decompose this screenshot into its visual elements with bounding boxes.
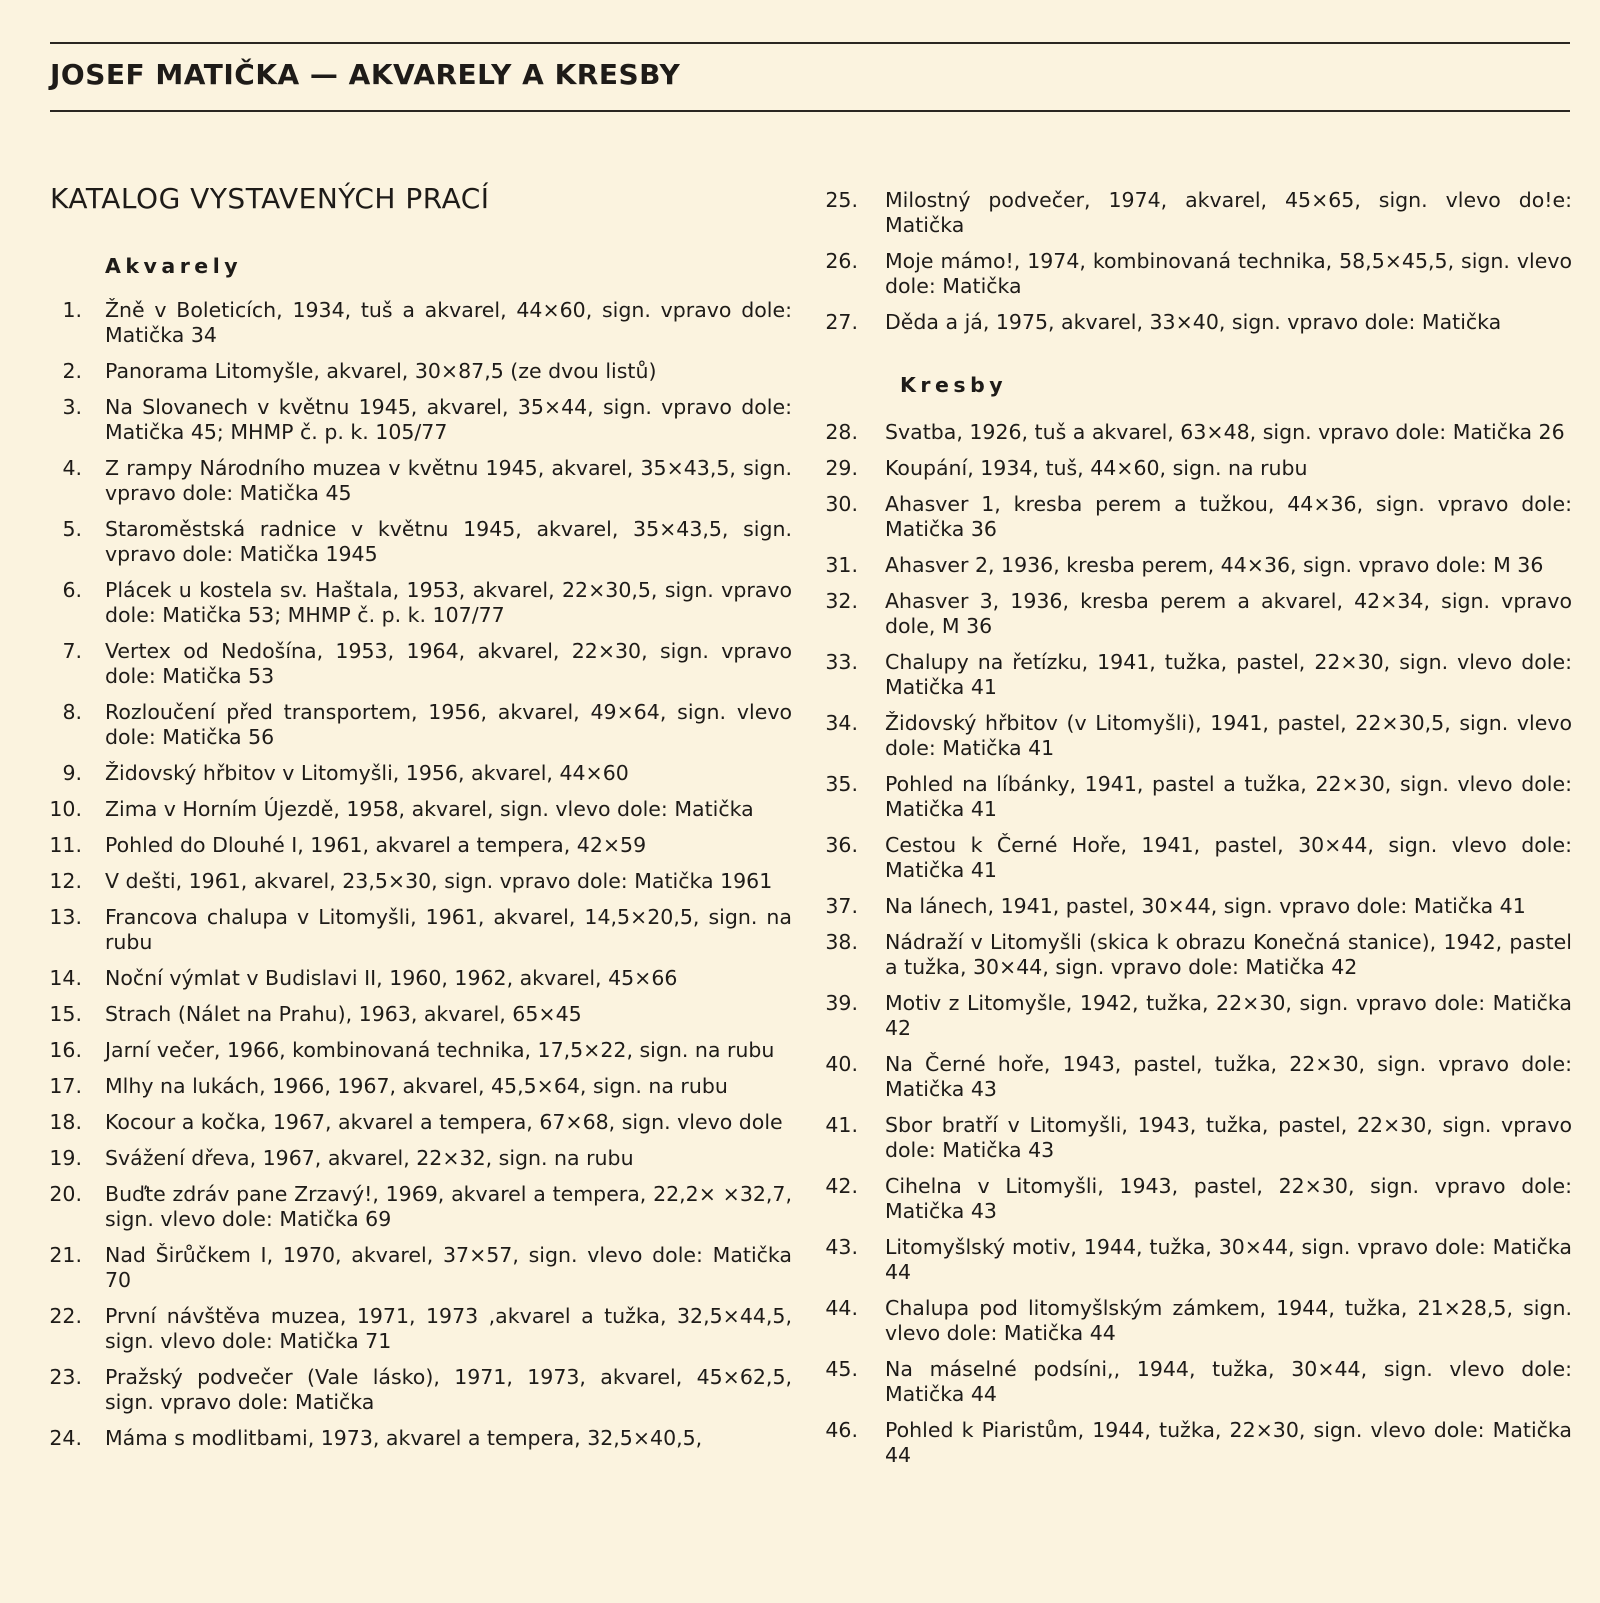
catalog-entry (825, 833, 1572, 883)
entry-text: Jarní večer, 1966, kombinovaná technika, 17,5×22, sign. na rubu (105, 1038, 775, 1062)
catalog-entry (825, 1174, 1572, 1224)
entry-number: 12. (49, 869, 82, 893)
catalog-entry (825, 420, 1572, 445)
entry-text: Litomyšlský motiv, 1944, tužka, 30×44, sign. vpravo dole: Matička 44 (885, 1235, 1572, 1284)
catalog-entry (48, 1074, 792, 1099)
entry-number: 35. (825, 772, 858, 796)
catalog-entry (48, 1365, 792, 1415)
entry-number: 46. (825, 1418, 858, 1442)
catalog-entry (48, 1243, 792, 1293)
entry-number: 29. (825, 456, 858, 480)
entry-number: 20. (49, 1182, 82, 1206)
catalog-entry (48, 761, 792, 786)
entry-text: Na lánech, 1941, pastel, 30×44, sign. vpravo dole: Matička 41 (885, 894, 1526, 918)
entry-text: Žně v Boleticích, 1934, tuš a akvarel, 44×60, sign. vpravo dole: Matička 34 (105, 298, 792, 347)
entry-number: 40. (825, 1052, 858, 1076)
entry-text: Z rampy Národního muzea v květnu 1945, akvarel, 35×43,5, sign. vpravo dole: Matička 45 (105, 456, 792, 505)
entry-number: 42. (825, 1174, 858, 1198)
entry-number: 18. (49, 1110, 82, 1134)
entry-number: 28. (825, 420, 858, 444)
catalog-entry (48, 1146, 792, 1171)
section-heading-akvarely: Akvarely (105, 254, 243, 278)
entry-text: Motiv z Litomyšle, 1942, tužka, 22×30, sign. vpravo dole: Matička 42 (885, 991, 1572, 1040)
entry-number: 26. (825, 249, 858, 273)
catalog-entry (825, 249, 1572, 299)
entry-text: Koupání, 1934, tuš, 44×60, sign. na rubu (885, 456, 1308, 480)
entry-number: 21. (49, 1243, 82, 1267)
entry-text: Vertex od Nedošína, 1953, 1964, akvarel, 22×30, sign. vpravo dole: Matička 53 (105, 639, 792, 688)
catalog-entry (48, 905, 792, 955)
catalog-entry (48, 395, 792, 445)
entry-text: Plácek u kostela sv. Haštala, 1953, akvarel, 22×30,5, sign. vpravo dole: Matička 53; MHMP č. p. k. 107/77 (105, 578, 792, 627)
catalog-entry (48, 833, 792, 858)
catalog-entry (48, 298, 792, 348)
entry-number: 33. (825, 650, 858, 674)
catalog-entry (48, 1002, 792, 1027)
catalog-entry (48, 797, 792, 822)
catalog-entry (48, 456, 792, 506)
entry-number: 9. (62, 761, 82, 785)
entry-text: Cihelna v Litomyšli, 1943, pastel, 22×30, sign. vpravo dole: Matička 43 (885, 1174, 1572, 1223)
catalog-entry (48, 966, 792, 991)
entry-number: 24. (49, 1426, 82, 1450)
entry-text: Židovský hřbitov (v Litomyšli), 1941, pastel, 22×30,5, sign. vlevo dole: Matička 41 (885, 711, 1572, 760)
entry-text: Na Černé hoře, 1943, pastel, tužka, 22×30, sign. vpravo dole: Matička 43 (885, 1052, 1572, 1101)
entry-text: Pražský podvečer (Vale lásko), 1971, 1973, akvarel, 45×62,5, sign. vpravo dole: Matička (105, 1365, 792, 1414)
entry-text: Svatba, 1926, tuš a akvarel, 63×48, sign. vpravo dole: Matička 26 (885, 420, 1565, 444)
catalog-entry (48, 517, 792, 567)
akvarely-list (48, 298, 792, 1451)
catalog-entry (48, 869, 792, 894)
entry-number: 19. (49, 1146, 82, 1170)
entry-number: 4. (62, 456, 82, 480)
catalog-heading: KATALOG VYSTAVENÝCH PRACÍ (50, 182, 490, 215)
entry-number: 45. (825, 1357, 858, 1381)
entry-number: 41. (825, 1113, 858, 1137)
header-bottom-rule (50, 110, 1570, 112)
catalog-entry (48, 1038, 792, 1063)
entry-number: 11. (49, 833, 82, 857)
catalog-entry (825, 553, 1572, 578)
entry-text: Ahasver 3, 1936, kresba perem a akvarel, 42×34, sign. vpravo dole, M 36 (885, 589, 1572, 638)
entry-text: Buďte zdráv pane Zrzavý!, 1969, akvarel a tempera, 22,2× ×32,7, sign. vlevo dole: Matička 69 (105, 1182, 792, 1231)
entry-number: 16. (49, 1038, 82, 1062)
entry-number: 13. (49, 905, 82, 929)
entry-number: 25. (825, 188, 858, 212)
entry-number: 36. (825, 833, 858, 857)
entry-text: Mlhy na lukách, 1966, 1967, akvarel, 45,5×64, sign. na rubu (105, 1074, 728, 1098)
left-column (48, 250, 792, 1462)
entry-number: 15. (49, 1002, 82, 1026)
entry-number: 34. (825, 711, 858, 735)
entry-number: 22. (49, 1304, 82, 1328)
catalog-entry (48, 359, 792, 384)
entry-text: Zima v Horním Újezdě, 1958, akvarel, sign. vlevo dole: Matička (105, 797, 754, 821)
catalog-entry (825, 772, 1572, 822)
catalog-entry (825, 1296, 1572, 1346)
entry-text: Ahasver 1, kresba perem a tužkou, 44×36, sign. vpravo dole: Matička 36 (885, 492, 1572, 541)
entry-text: Židovský hřbitov v Litomyšli, 1956, akvarel, 44×60 (105, 761, 629, 785)
catalog-entry (825, 991, 1572, 1041)
entry-number: 8. (62, 700, 82, 724)
entry-text: Moje mámo!, 1974, kombinovaná technika, 58,5×45,5, sign. vlevo dole: Matička (885, 249, 1572, 298)
entry-text: Milostný podvečer, 1974, akvarel, 45×65, sign. vlevo do!e: Matička (885, 188, 1572, 237)
entry-number: 6. (62, 578, 82, 602)
entry-text: Strach (Nálet na Prahu), 1963, akvarel, 65×45 (105, 1002, 582, 1026)
entry-text: Sbor bratří v Litomyšli, 1943, tužka, pastel, 22×30, sign. vpravo dole: Matička 43 (885, 1113, 1572, 1162)
section-heading-kresby: Kresby (900, 373, 1008, 397)
entry-number: 37. (825, 894, 858, 918)
entry-text: Máma s modlitbami, 1973, akvarel a tempera, 32,5×40,5, (105, 1426, 703, 1450)
entry-text: První návštěva muzea, 1971, 1973 ,akvarel a tužka, 32,5×44,5, sign. vlevo dole: Matička 71 (105, 1304, 792, 1353)
page-header-title: JOSEF MATIČKA — AKVARELY A KRESBY (50, 58, 681, 91)
catalog-entry (825, 1052, 1572, 1102)
entry-text: Panorama Litomyšle, akvarel, 30×87,5 (ze dvou listů) (105, 359, 657, 383)
catalog-entry (48, 1182, 792, 1232)
entry-number: 14. (49, 966, 82, 990)
entry-text: Noční výmlat v Budislavi II, 1960, 1962, akvarel, 45×66 (105, 966, 678, 990)
entry-text: Pohled do Dlouhé I, 1961, akvarel a tempera, 42×59 (105, 833, 647, 857)
catalog-entry (48, 700, 792, 750)
kresby-list (825, 420, 1572, 1468)
entry-number: 27. (825, 310, 858, 334)
catalog-entry (48, 1110, 792, 1135)
akvarely-list-continued (825, 188, 1572, 335)
catalog-entry (825, 310, 1572, 335)
entry-number: 39. (825, 991, 858, 1015)
entry-number: 7. (62, 639, 82, 663)
entry-text: Francova chalupa v Litomyšli, 1961, akvarel, 14,5×20,5, sign. na rubu (105, 905, 792, 954)
catalog-entry (825, 492, 1572, 542)
catalog-entry (825, 1357, 1572, 1407)
entry-text: Děda a já, 1975, akvarel, 33×40, sign. vpravo dole: Matička (885, 310, 1502, 334)
entry-number: 10. (49, 797, 82, 821)
entry-number: 30. (825, 492, 858, 516)
catalog-entry (48, 639, 792, 689)
entry-number: 3. (62, 395, 82, 419)
entry-text: Chalupa pod litomyšlským zámkem, 1944, tužka, 21×28,5, sign. vlevo dole: Matička 44 (885, 1296, 1572, 1345)
entry-text: Staroměstská radnice v květnu 1945, akvarel, 35×43,5, sign. vpravo dole: Matička 1945 (105, 517, 792, 566)
entry-text: Na Slovanech v květnu 1945, akvarel, 35×44, sign. vpravo dole: Matička 45; MHMP č. p. k. 105/77 (105, 395, 792, 444)
entry-text: Rozloučení před transportem, 1956, akvarel, 49×64, sign. vlevo dole: Matička 56 (105, 700, 792, 749)
catalog-entry (825, 188, 1572, 238)
entry-number: 5. (62, 517, 82, 541)
catalog-entry (825, 1418, 1572, 1468)
catalog-entry (825, 456, 1572, 481)
entry-number: 17. (49, 1074, 82, 1098)
catalog-entry (825, 1235, 1572, 1285)
catalog-entry (825, 589, 1572, 639)
entry-number: 43. (825, 1235, 858, 1259)
catalog-entry (825, 930, 1572, 980)
header-top-rule (50, 42, 1570, 44)
entry-number: 32. (825, 589, 858, 613)
entry-number: 38. (825, 930, 858, 954)
entry-text: Na máselné podsíni,, 1944, tužka, 30×44, sign. vlevo dole: Matička 44 (885, 1357, 1572, 1406)
entry-number: 23. (49, 1365, 82, 1389)
entry-text: Ahasver 2, 1936, kresba perem, 44×36, sign. vpravo dole: M 36 (885, 553, 1544, 577)
entry-text: Chalupy na řetízku, 1941, tužka, pastel, 22×30, sign. vlevo dole: Matička 41 (885, 650, 1572, 699)
entry-text: Svážení dřeva, 1967, akvarel, 22×32, sign. na rubu (105, 1146, 634, 1170)
catalog-entry (825, 1113, 1572, 1163)
entry-number: 44. (825, 1296, 858, 1320)
catalog-entry (48, 1304, 792, 1354)
catalog-entry (48, 578, 792, 628)
entry-text: Pohled k Piaristům, 1944, tužka, 22×30, sign. vlevo dole: Matička 44 (885, 1418, 1572, 1467)
entry-text: V dešti, 1961, akvarel, 23,5×30, sign. vpravo dole: Matička 1961 (105, 869, 773, 893)
entry-text: Kocour a kočka, 1967, akvarel a tempera, 67×68, sign. vlevo dole (105, 1110, 783, 1134)
catalog-entry (825, 894, 1572, 919)
catalog-entry (825, 650, 1572, 700)
entry-text: Nad Širůčkem I, 1970, akvarel, 37×57, sign. vlevo dole: Matička 70 (105, 1243, 792, 1292)
entry-text: Pohled na líbánky, 1941, pastel a tužka, 22×30, sign. vlevo dole: Matička 41 (885, 772, 1572, 821)
entry-number: 31. (825, 553, 858, 577)
entry-number: 2. (62, 359, 82, 383)
right-column (825, 188, 1572, 1479)
catalog-entry (48, 1426, 792, 1451)
catalog-entry (825, 711, 1572, 761)
entry-text: Nádraží v Litomyšli (skica k obrazu Konečná stanice), 1942, pastel a tužka, 30×44, sign. vpravo dole: Matička 42 (885, 930, 1572, 979)
entry-number: 1. (62, 298, 82, 322)
entry-text: Cestou k Černé Hoře, 1941, pastel, 30×44, sign. vlevo dole: Matička 41 (885, 833, 1572, 882)
